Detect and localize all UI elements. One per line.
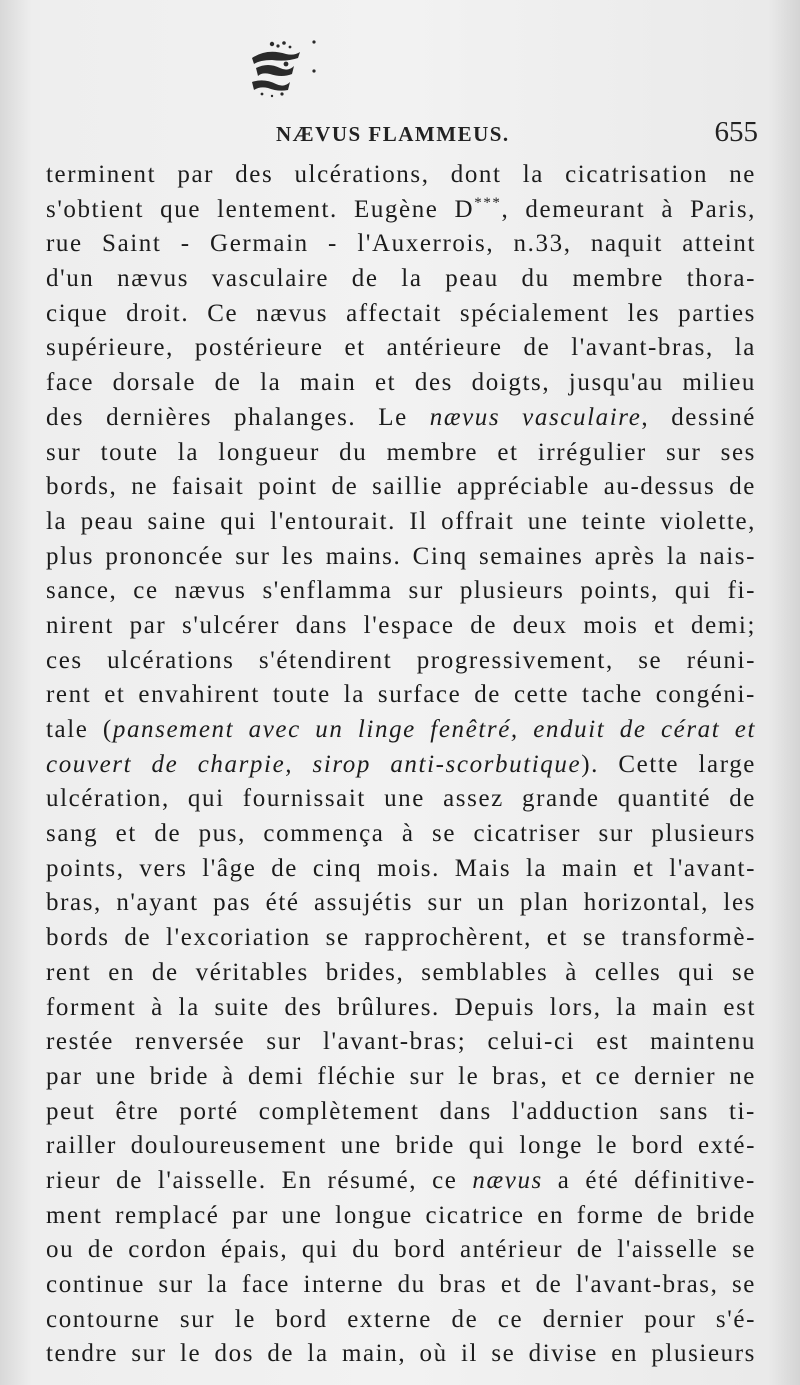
text-span: continue sur la face interne du bras et de l'avant-bras, se: [46, 1271, 756, 1298]
text-line: [46, 297, 756, 332]
text-line: [46, 366, 756, 401]
text-line: [46, 193, 756, 228]
text-span: supérieure, postérieure et antérieure de l'avant-bras, la: [46, 334, 756, 362]
text-line: [46, 713, 756, 748]
italic-span: nævus: [472, 1166, 543, 1194]
text-span: , dessiné: [641, 403, 757, 431]
text-span: points, vers l'âge de cinq mois. Mais la main et l'avant-: [46, 854, 756, 882]
text-span: bords de l'excoriation se rapprochèrent, et se transformè-: [46, 924, 756, 952]
text-line: [46, 956, 756, 991]
italic-span: couvert de charpie, sirop anti-scorbutique: [46, 750, 582, 778]
text-span: , demeurant à Paris,: [501, 195, 756, 223]
body-text: [46, 158, 756, 1372]
text-span: ces ulcérations s'étendirent progressivement, se réuni-: [46, 646, 756, 674]
text-line: [46, 921, 756, 956]
text-span: bras, n'ayant pas été assujétis sur un plan horizontal, les: [46, 889, 756, 917]
text-span: terminent par des ulcérations, dont la cicatrisation ne: [46, 161, 756, 188]
text-line: [46, 331, 756, 366]
text-span: tale (: [46, 716, 113, 743]
text-span: sance, ce nævus s'enflamma sur plusieurs points, qui fi-: [46, 577, 756, 605]
italic-span: pansement avec un linge fenêtré, enduit de cérat et: [112, 716, 757, 743]
text-span: peut être porté complètement dans l'adduction sans ti-: [46, 1097, 756, 1125]
text-line: [46, 1025, 756, 1060]
text-line: [46, 1233, 756, 1268]
page-number: 655: [714, 116, 758, 148]
text-line: [46, 540, 756, 575]
italic-span: nævus vasculaire: [429, 403, 642, 431]
text-span: ment remplacé par une longue cicatrice en forme de bride: [46, 1201, 756, 1229]
text-span: restée renversée sur l'avant-bras; celui-ci est maintenu: [46, 1028, 756, 1056]
text-span: bords, ne faisait point de saillie appréciable au-dessus de: [46, 473, 756, 501]
text-span: rent et envahirent toute la surface de cette tache congéni-: [46, 681, 756, 709]
text-span: face dorsale de la main et des doigts, jusqu'au milieu: [46, 369, 756, 397]
text-span: s'obtient que lentement. Eugène D: [46, 195, 475, 223]
text-line: [46, 748, 756, 783]
text-span: d'un nævus vasculaire de la peau du membre thora-: [46, 265, 756, 293]
running-head: [0, 118, 800, 152]
text-span: ou de cordon épais, qui du bord antérieur de l'aisselle se: [46, 1236, 756, 1264]
text-line: [46, 505, 756, 540]
text-span: tendre sur le dos de la main, où il se divise en plusieurs: [46, 1340, 756, 1368]
text-span: a été définitive-: [542, 1166, 756, 1194]
text-line: [46, 470, 756, 505]
text-span: contourne sur le bord externe de ce dernier pour s'é-: [46, 1305, 756, 1333]
text-span: rent en de véritables brides, semblables à celles qui se: [46, 958, 756, 986]
text-line: [46, 852, 756, 887]
text-line: [46, 991, 756, 1026]
text-span: par une bride à demi fléchie sur le bras, et ce dernier ne: [46, 1062, 756, 1090]
text-line: [46, 1060, 756, 1095]
text-line: [46, 1268, 756, 1303]
text-span: cique droit. Ce nævus affectait spécialement les parties: [46, 299, 756, 327]
superscript-span: ***: [474, 194, 502, 211]
text-span: railler douloureusement une bride qui longe le bord exté-: [46, 1132, 756, 1160]
text-line: [46, 644, 756, 679]
printer-ornament-icon: [242, 38, 322, 98]
text-line: [46, 1199, 756, 1234]
text-line: [46, 227, 756, 262]
text-span: ). Cette large: [581, 750, 756, 778]
text-span: sang et de pus, commença à se cicatriser sur plusieurs: [46, 820, 756, 848]
text-line: [46, 158, 756, 193]
text-line: [46, 574, 756, 609]
text-line: [46, 782, 756, 817]
text-span: forment à la suite des brûlures. Depuis lors, la main est: [46, 993, 756, 1021]
text-line: [46, 436, 756, 471]
text-span: la peau saine qui l'entourait. Il offrait une teinte violette,: [46, 507, 756, 535]
text-span: rieur de l'aisselle. En résumé, ce: [46, 1166, 473, 1194]
text-line: [46, 817, 756, 852]
text-span: ulcération, qui fournissait une assez grande quantité de: [46, 785, 756, 813]
text-span: des dernières phalanges. Le: [46, 403, 430, 431]
text-line: [46, 678, 756, 713]
text-line: [46, 609, 756, 644]
text-line: [46, 1095, 756, 1130]
text-span: sur toute la longueur du membre et irrégulier sur ses: [46, 438, 756, 466]
text-span: rue Saint - Germain - l'Auxerrois, n.33, naquit atteint: [46, 230, 756, 258]
text-line: [46, 1129, 756, 1164]
text-line: [46, 1303, 756, 1338]
text-line: [46, 886, 756, 921]
text-line: [46, 262, 756, 297]
text-line: [46, 1164, 756, 1199]
text-span: plus prononcée sur les mains. Cinq semaines après la nais-: [46, 542, 756, 570]
text-line: [46, 1337, 756, 1372]
text-span: nirent par s'ulcérer dans l'espace de deux mois et demi;: [46, 611, 756, 639]
running-title: NÆVUS FLAMMEUS.: [276, 122, 510, 146]
text-line: [46, 401, 756, 436]
